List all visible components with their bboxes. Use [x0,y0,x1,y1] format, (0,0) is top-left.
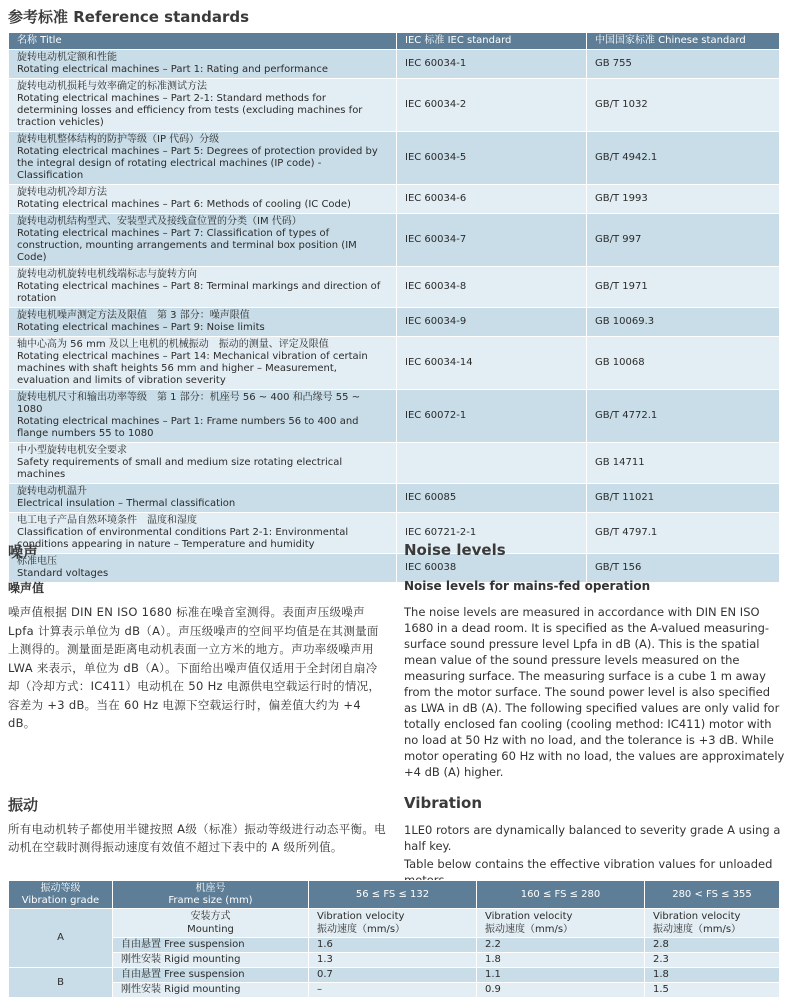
table-row [9,308,780,337]
mount-free: 自由悬置 Free suspension [113,968,309,983]
vib-value: – [309,983,477,998]
iec-standard-cell: IEC 60034-14 [397,337,587,390]
iec-standard-cell [397,443,587,484]
gb-standard-cell: GB/T 1971 [587,267,780,308]
noise-title-zh: 噪声 [8,543,39,561]
vib-vv-1 [309,909,477,938]
vib-header-col2: 160 ≤ FS ≤ 280 [477,881,645,909]
mount-rigid: 刚性安装 Rigid mounting [113,953,309,968]
vibration-text-zh: 所有电动机转子都使用半键按照 A级（标准）振动等级进行动态平衡。电动机在空载时测得振动速度有效值不超过下表中的 A 级所列值。 [8,822,386,854]
iec-standard-cell: IEC 60034-7 [397,214,587,267]
table-row [9,513,780,554]
header-gb: 中国国家标准 Chinese standard [587,33,780,50]
vib-value: 1.3 [309,953,477,968]
table-row [9,79,780,132]
standard-title-en: Rotating electrical machines – Part 14: Mechanical vibration of certain machines with shaft heights 56 mm and higher – Measurement, evaluation and limits of vibration severity [17,351,368,386]
vib-value: 1.6 [309,938,477,953]
table-header-row [9,33,780,50]
standard-title-zh: 旋转电动机损耗与效率确定的标准测试方法 [17,81,207,92]
standard-title-cell [9,554,397,583]
standard-title-zh: 轴中心高为 56 mm 及以上电机的机械振动 振动的测量、评定及限值 [17,339,329,350]
vibration-table [8,880,780,998]
standard-title-en: Rotating electrical machines – Part 1: Rating and performance [17,64,329,75]
standard-title-en: Electrical insulation – Thermal classification [17,498,236,509]
vv-en: Vibration velocity [485,911,573,922]
standard-title-cell [9,443,397,484]
vib-value: 1.8 [477,953,645,968]
standard-title-cell [9,79,397,132]
gb-standard-cell: GB 14711 [587,443,780,484]
standard-title-cell [9,50,397,79]
vib-value: 0.7 [309,968,477,983]
iec-standard-cell: IEC 60072-1 [397,390,587,443]
gb-standard-cell: GB 10068 [587,337,780,390]
vib-vv-3 [645,909,780,938]
standard-title-en: Rotating electrical machines – Part 1: Frame numbers 56 to 400 and flange numbers 55 to 1080 [17,416,359,439]
standard-title-zh: 旋转电动机温升 [17,486,87,497]
vib-vv-2 [477,909,645,938]
vibration-title-en: Vibration [404,794,483,812]
table-row [9,337,780,390]
iec-standard-cell: IEC 60721-2-1 [397,513,587,554]
vib-header-col3: 280 < FS ≤ 355 [645,881,780,909]
standard-title-en: Rotating electrical machines – Part 6: Methods of cooling (IC Code) [17,199,351,210]
table-row [9,443,780,484]
vib-row-b-free [9,968,780,983]
vib-value: 1.1 [477,968,645,983]
standard-title-en: Rotating electrical machines – Part 5: Degrees of protection provided by the integral design of rotating electrical machines (IP code) - Classification [17,146,378,181]
noise-subtitle-zh: 噪声值 [8,581,45,595]
vib-value: 2.2 [477,938,645,953]
vib-value: 1.8 [645,968,780,983]
table-row [9,214,780,267]
standard-title-cell [9,484,397,513]
gb-standard-cell: GB/T 156 [587,554,780,583]
gb-standard-cell: GB 755 [587,50,780,79]
vv-zh: 振动速度（mm/s） [653,924,742,935]
vib-grade-a: A [9,909,113,968]
vibration-title-zh: 振动 [8,796,39,814]
mount-free: 自由悬置 Free suspension [113,938,309,953]
vib-row-a-rigid [9,953,780,968]
standard-title-zh: 旋转电机整体结构的防护等级（IP 代码）分级 [17,134,220,145]
vibration-text-en-1: 1LE0 rotors are dynamically balanced to severity grade A using a half key. [404,823,781,853]
gb-standard-cell: GB/T 1032 [587,79,780,132]
standard-title-cell [9,132,397,185]
standard-title-en: Rotating electrical machines – Part 7: Classification of types of construction, mounting arrangements and terminal box position (IM Code) [17,228,357,263]
gb-standard-cell: GB/T 11021 [587,484,780,513]
iec-standard-cell: IEC 60085 [397,484,587,513]
vibration-text-en-2: Table below contains the effective vibration values for unloaded [404,857,773,871]
standard-title-zh: 旋转电动机冷却方法 [17,187,107,198]
standard-title-zh: 旋转电动机结构型式、安装型式及接线盒位置的分类（IM 代码） [17,216,302,227]
vib-row-a-free [9,938,780,953]
gb-standard-cell: GB/T 1993 [587,185,780,214]
vv-en: Vibration velocity [317,911,405,922]
standard-title-cell [9,185,397,214]
standard-title-en: Rotating electrical machines – Part 8: Terminal markings and direction of rotation [17,281,381,304]
iec-standard-cell: IEC 60038 [397,554,587,583]
header-iec: IEC 标准 IEC standard [397,33,587,50]
mount-rigid: 刚性安装 Rigid mounting [113,983,309,998]
table-row [9,267,780,308]
table-row [9,484,780,513]
iec-standard-cell: IEC 60034-2 [397,79,587,132]
iec-standard-cell: IEC 60034-5 [397,132,587,185]
vib-header-row [9,881,780,909]
noise-subtitle-en: Noise levels for mains-fed operation [404,579,651,593]
table-row [9,554,780,583]
gb-standard-cell: GB/T 997 [587,214,780,267]
standard-title-zh: 旋转电动机旋转电机线端标志与旋转方向 [17,269,197,280]
standard-title-zh: 旋转电动机定额和性能 [17,52,117,63]
vib-value: 2.3 [645,953,780,968]
header-title: 名称 Title [9,33,397,50]
table-row [9,390,780,443]
vib-value: 1.5 [645,983,780,998]
standard-title-en: Classification of environmental conditions Part 2-1: Environmental conditions appearing in nature – Temperature and humidity [17,527,349,550]
mount-zh: 安装方式 [190,911,231,922]
table-row [9,185,780,214]
gb-standard-cell: GB 10069.3 [587,308,780,337]
iec-standard-cell: IEC 60034-8 [397,267,587,308]
standard-title-cell [9,513,397,554]
standard-title-en: Rotating electrical machines – Part 2-1: Standard methods for determining losses and efficiency from tests (excluding machines for traction vehicles) [17,93,363,128]
standard-title-cell [9,267,397,308]
standard-title-cell [9,337,397,390]
table-row [9,50,780,79]
standard-title-en: Standard voltages [17,568,109,579]
vv-zh: 振动速度（mm/s） [317,924,406,935]
iec-standard-cell: IEC 60034-6 [397,185,587,214]
vib-header-frame: 机座号 Frame size (mm) [113,881,309,909]
standard-title-zh: 电工电子产品自然环境条件 温度和湿度 [17,515,197,526]
standard-title-cell [9,390,397,443]
standard-title-zh: 标准电压 [17,556,57,567]
iec-standard-cell: IEC 60034-9 [397,308,587,337]
table-row [9,132,780,185]
section-title: 参考标准 Reference standards [8,8,250,26]
standard-title-zh: 中小型旋转电机安全要求 [17,445,127,456]
standard-title-cell [9,308,397,337]
vv-en: Vibration velocity [653,911,741,922]
vib-header-grade: 振动等级 Vibration grade [9,881,113,909]
reference-standards-table [8,32,780,583]
mount-en: Mounting [187,924,234,935]
iec-standard-cell: IEC 60034-1 [397,50,587,79]
vib-grade-b: B [9,968,113,998]
vib-mount-header [113,909,309,938]
noise-title-en: Noise levels [404,541,506,559]
noise-text-zh: 噪声值根据 DIN EN ISO 1680 标准在噪音室测得。表面声压级噪声 Lpfa 计算表示单位为 dB（A）。声压级噪声的空间平均值是在其测量面上测得的。测量面是距离电动机表面一立方米的地方。声功率级噪声用 LWA 来表示，单位为 dB（A）。下面给出噪声值仅适用于全封闭自扇冷却（冷却方式：IC411）电动机在 50 Hz 电源供电空载运行时的情况，容差为 +3 dB。当在 60 Hz 电源下空载运行时，偏差值大约为 +4 dB。 [8,605,381,730]
gb-standard-cell: GB/T 4942.1 [587,132,780,185]
vib-value: 2.8 [645,938,780,953]
vib-subheader-row [9,909,780,938]
noise-text-en: The noise levels are measured in accordance with DIN EN ISO 1680 in a dead room. It is specified as the A-valued measuring-surface sound pressure level Lpfa in dB (A). This is the spatial mean value of the sound pressure levels measured on the measuring surface. The measuring surface is a cube 1 m away from the motor surface. The sound power level is also specified as LWA in dB (A). The following specified values are only valid for totally enclosed fan cooling (cooling method: IC411) motor with no load at 50 Hz with no load, and the tolerance is +3 dB. While motor operating 60 Hz with no load, the values are approximately +4 dB (A) higher. [404,605,785,779]
standard-title-zh: 旋转电机噪声测定方法及限值 第 3 部分：噪声限值 [17,310,250,321]
gb-standard-cell: GB/T 4772.1 [587,390,780,443]
standard-title-cell [9,214,397,267]
standard-title-en: Safety requirements of small and medium size rotating electrical machines [17,457,343,480]
vib-row-b-rigid [9,983,780,998]
standard-title-zh: 旋转电机尺寸和输出功率等级 第 1 部分：机座号 56 ~ 400 和凸缘号 55 ~ 1080 [17,392,361,415]
gb-standard-cell: GB/T 4797.1 [587,513,780,554]
vib-value: 0.9 [477,983,645,998]
standard-title-en: Rotating electrical machines – Part 9: Noise limits [17,322,265,333]
vv-zh: 振动速度（mm/s） [485,924,574,935]
vib-header-col1: 56 ≤ FS ≤ 132 [309,881,477,909]
